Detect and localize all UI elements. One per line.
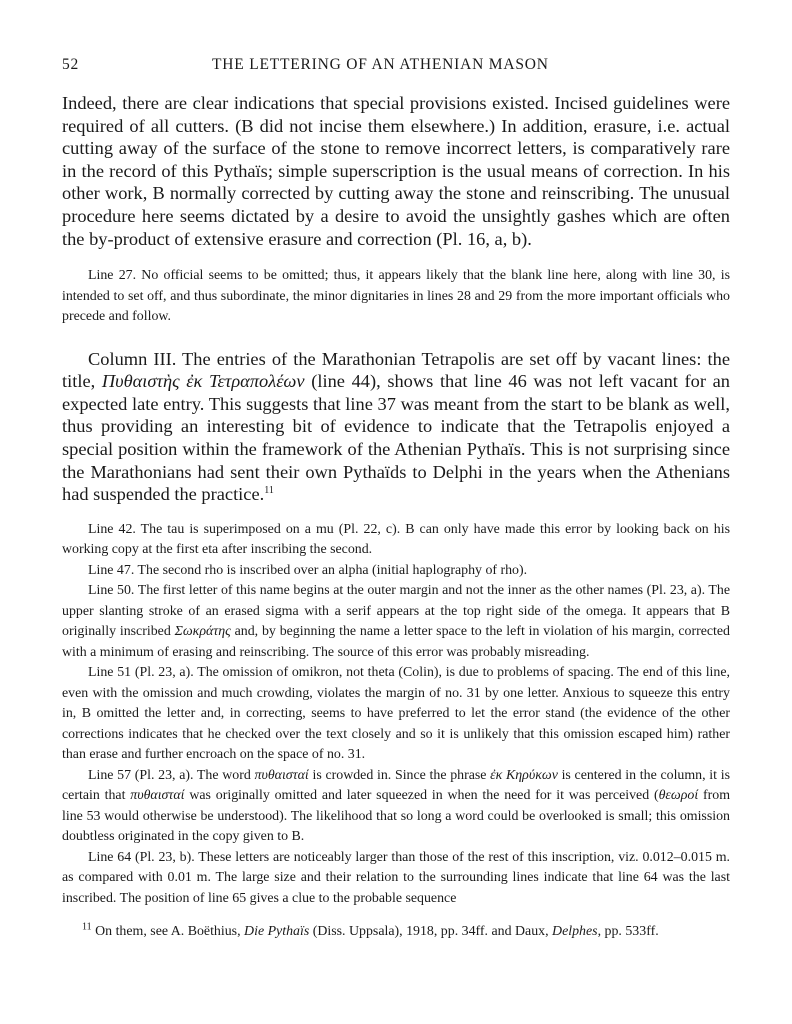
citation-title: Die Pythaïs [244, 924, 310, 940]
citation-title: Delphes [552, 924, 598, 940]
greek-phrase: ἐκ Κηρύκων [490, 767, 558, 783]
note-line-57 [62, 766, 730, 848]
greek-word: θεωροί [658, 788, 699, 804]
page [62, 48, 730, 955]
page-header [62, 48, 730, 76]
text-segment: Column III. The entries of the Marathonian Tetrapolis are set off by vacant lines: the title, [62, 348, 730, 392]
text-segment: Line 50. The first letter of this name begins at the outer margin and not the inner as the other names (Pl. 23, a). The upper slanting stroke of an erased sigma with a serif appears at the top right side of the omega. It appears that B originally inscribed [62, 583, 730, 640]
footnote-number: 11 [82, 921, 92, 933]
greek-title: Πυθαιστὴς ἐκ Τετραπολέων [101, 371, 305, 392]
text-segment: , pp. 533ff. [597, 924, 659, 940]
text-segment: (Diss. Uppsala), 1918, pp. 34ff. and Daux, [309, 924, 553, 940]
note-line-50 [62, 581, 730, 663]
note-line-42: Line 42. The tau is superimposed on a mu (Pl. 22, c). B can only have made this error by looking back on his working copy at the first eta after inscribing the second. [62, 521, 730, 558]
body-paragraph-provisions: Indeed, there are clear indications that special provisions existed. Incised guidelines were required of all cutters. (B did not incise them elsewhere.) In addition, erasure, i.e. actual cutting away of the surface of the stone to remove incorrect letters, is comparatively rare in the record of this Pythaïs; simple superscription is the usual means of correction. In his other work, B normally corrected by cutting away the stone and reinscribing. The unusual procedure here seems dictated by a desire to avoid the unsightly gashes which are often the by-product of extensive erasure and correction (Pl. 16, a, b). [62, 93, 730, 249]
footnote-reference[interactable]: 11 [264, 485, 274, 497]
note-line-27: Line 27. No official seems to be omitted; thus, it appears likely that the blank line here, along with line 30, is intended to set off, and thus subordinate, the minor dignitaries in lines 28 and 29 from the more important officials who precede and follow. [62, 268, 730, 325]
text-segment: (line 44), shows that line 46 was not left vacant for an expected late entry. This suggests that line 37 was meant from the start to be blank as well, thus providing an interesting bit of evidence to indicate that the Tetrapolis enjoyed a special position within the framework of the Athenian Pythaïs. This is not surprising since the Marathonians had sent their own Pythaïds to Delphi in the years when the Athenians had suspended the practice. [62, 371, 730, 505]
note-line-64: Line 64 (Pl. 23, b). These letters are noticeably larger than those of the rest of this inscription, viz. 0.012–0.015 m. as compared with 0.01 m. The large size and their relation to the surrounding lines indicate that line 64 was the last inscribed. The position of line 65 gives a clue to the probable sequence [62, 849, 730, 906]
line-notes [62, 520, 730, 910]
text-segment: is crowded in. Since the phrase [308, 767, 491, 783]
text-segment: was originally omitted and later squeezed in when the need for it was perceived ( [184, 788, 659, 804]
footnote-11 [62, 923, 730, 941]
greek-word: Σωκράτης [174, 624, 231, 640]
body-paragraph-column-iii [62, 348, 730, 506]
running-title: THE LETTERING OF AN ATHENIAN MASON [212, 56, 549, 73]
text-segment: from line 53 would otherwise be understood). The likelihood that so long a word could be overlooked is small; this omission doubtless originated in the copy given to B. [62, 788, 731, 845]
note-line-51: Line 51 (Pl. 23, a). The omission of omikron, not theta (Colin), is due to problems of spacing. The end of this line, even with the omission and much crowding, violates the margin of no. 31 by one letter. Anxious to squeeze this entry in, B omitted the letter and, in correcting, seems to have preferred to let the error stand (the evidence of the other corrections indicates that he checked over the text closely and so it is unlikely that this omission escaped him) rather than erase and further encroach on the space of no. 31. [62, 665, 730, 763]
greek-word: πυθαισταί [254, 767, 309, 783]
note-line-47: Line 47. The second rho is inscribed over an alpha (initial haplography of rho). [88, 562, 528, 578]
text-segment: and, by beginning the name a letter space to the left in violation of his margin, corrected with a minimum of erasing and reinscribing. The source of this error was probably misreading. [62, 624, 730, 660]
text-segment: On them, see A. Boëthius, [91, 924, 245, 940]
page-number: 52 [62, 56, 80, 73]
text-segment: Line 57 (Pl. 23, a). The word [88, 767, 255, 783]
greek-word: πυθαισταί [130, 788, 185, 804]
text-segment: is centered in the column, it is certain that [62, 767, 730, 804]
